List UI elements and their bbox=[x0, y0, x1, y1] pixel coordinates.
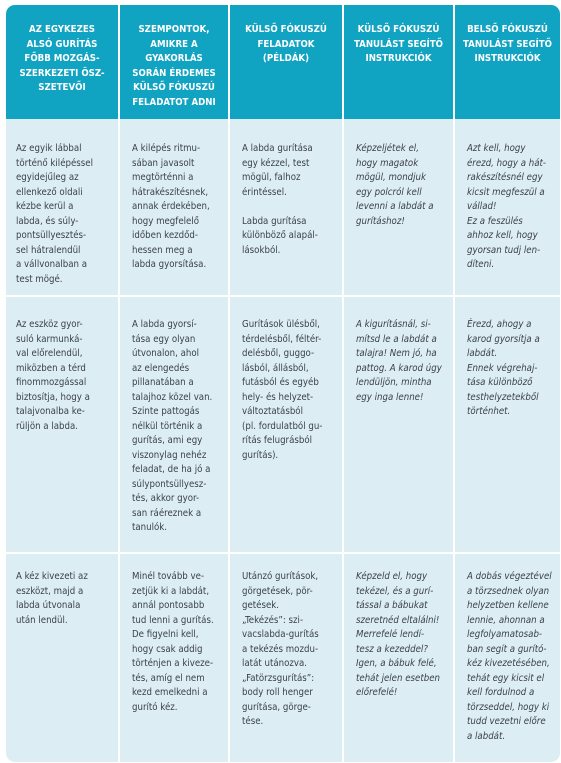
table-row bbox=[6, 119, 560, 295]
table-cell: A kilépés ritmu- sában javasolt megtörténni a hátrakészítésnek, annak érdekében, hogy megfelelő időben kezdőd- hessen meg a labda gyorsítása. bbox=[118, 119, 228, 295]
table-cell: Gurítások ülésből, térdelésből, féltér- delésből, guggo- lásból, állásból, futásból és egyéb hely- és helyzet- változtatásból (pl. fordulatból gu- rítás felugrásból gurítás). bbox=[228, 297, 342, 554]
instruction-table bbox=[6, 5, 560, 762]
table-cell: Az egyik lábbal történő kilépéssel egyidejűleg az ellenkező oldali kézbe kerül a labda, és súly- pontsüllyesztés- sel hátralendül a vállvonalban a test mögé. bbox=[16, 143, 93, 285]
table-row bbox=[6, 295, 560, 554]
table-cell: Képzeljétek el, hogy magatok mögül, mondjuk egy polcról kell levenni a labdát a gurításhoz! bbox=[342, 119, 453, 295]
table-header bbox=[6, 5, 560, 119]
header-internal-instructions: BELSŐ FÓKUSZÚ TANULÁST SEGÍTŐ INSTRUKCIÓK bbox=[453, 5, 560, 119]
table-cell: A dobás végeztével a törzsednek olyan helyzetben kellene lennie, ahonnan a legfolyamatosab- ban segít a gurító- kéz kivezetésében, tehát egy kicsit el kell fordulnod a törzseddel, hogy ki tudd vezetni előre a labdát. bbox=[453, 554, 560, 762]
table-cell: Képzeld el, hogy tekézel, és a gurí- tással a bábukat szeretnéd eltalálni! Merrefelé lendí- tesz a kezeddel? Igen, a bábuk felé, tehát jelen esetben előrefelé! bbox=[342, 554, 453, 762]
header-components: AZ EGYKEZES ALSÓ GURÍTÁS FŐBB MOZGÁS- SZERKEZETI ÖSZ- SZETEVŐI bbox=[19, 24, 105, 94]
table-cell: A labda gyorsí- tása egy olyan útvonalon, ahol az elengedés pillanatában a talajhoz közel van. Szinte pattogás nélkül történik a gurítás, ami egy viszonylag nehéz feladat, de ha jó a súlypontsüllyesz- tés, akkor gyor- san ráéreznek a tanulók. bbox=[118, 297, 228, 554]
table-row bbox=[6, 552, 560, 762]
header-external-instructions: KÜLSŐ FÓKUSZÚ TANULÁST SEGÍTŐ INSTRUKCIÓK bbox=[342, 5, 453, 119]
table-cell: A kéz kivezeti az eszközt, majd a labda útvonala után lendül. bbox=[16, 571, 88, 626]
table-cell: Az eszköz gyor- suló karmunká- val előrelendül, miközben a térd finommozgással biztosítja, hogy a talajvonalba ke- rüljön a labda. bbox=[16, 319, 90, 432]
table-cell: A labda gurítása egy kézzel, test mögül, falhoz érintéssel. Labda gurítása különböző alapál- lásokból. bbox=[228, 119, 342, 295]
table-cell: Utánzó gurítások, görgetések, pör- getések. „Tekézés”: szi- vacslabda-gurítás a tekézés mozdu- latát utánozva. „Fatörzsgurítás”: body roll henger gurítása, görge- tése. bbox=[228, 554, 342, 762]
table-cell: Azt kell, hogy érezd, hogy a hát- rakészítésnél egy kicsit megfeszül a vállad! Ez a feszülés ahhoz kell, hogy gyorsan tudj len- díteni. bbox=[453, 119, 560, 295]
header-external-tasks: KÜLSŐ FÓKUSZÚ FELADATOK (PÉLDÁK) bbox=[228, 5, 342, 119]
table-cell: Érezd, ahogy a karod gyorsítja a labdát. Ennek végrehaj- tása különböző testhelyzetekből történhet. bbox=[453, 297, 560, 554]
table-cell: A kigurításnál, si- mítsd le a labdát a talajra! Nem jó, ha pattog. A karod úgy lendüljön, mintha egy inga lenne! bbox=[342, 297, 453, 554]
header-aspects: SZEMPONTOK, AMIKRE A GYAKORLÁS SORÁN ÉRDEMES KÜLSŐ FÓKUSZÚ FELADATOT ADNI bbox=[118, 5, 228, 119]
table-cell: Minél tovább ve- zetjük ki a labdát, annál pontosabb tud lenni a gurítás. De figyelni kell, hogy csak addig történjen a kiveze- tés, amíg el nem kezd emelkedni a gurító kéz. bbox=[118, 554, 228, 762]
